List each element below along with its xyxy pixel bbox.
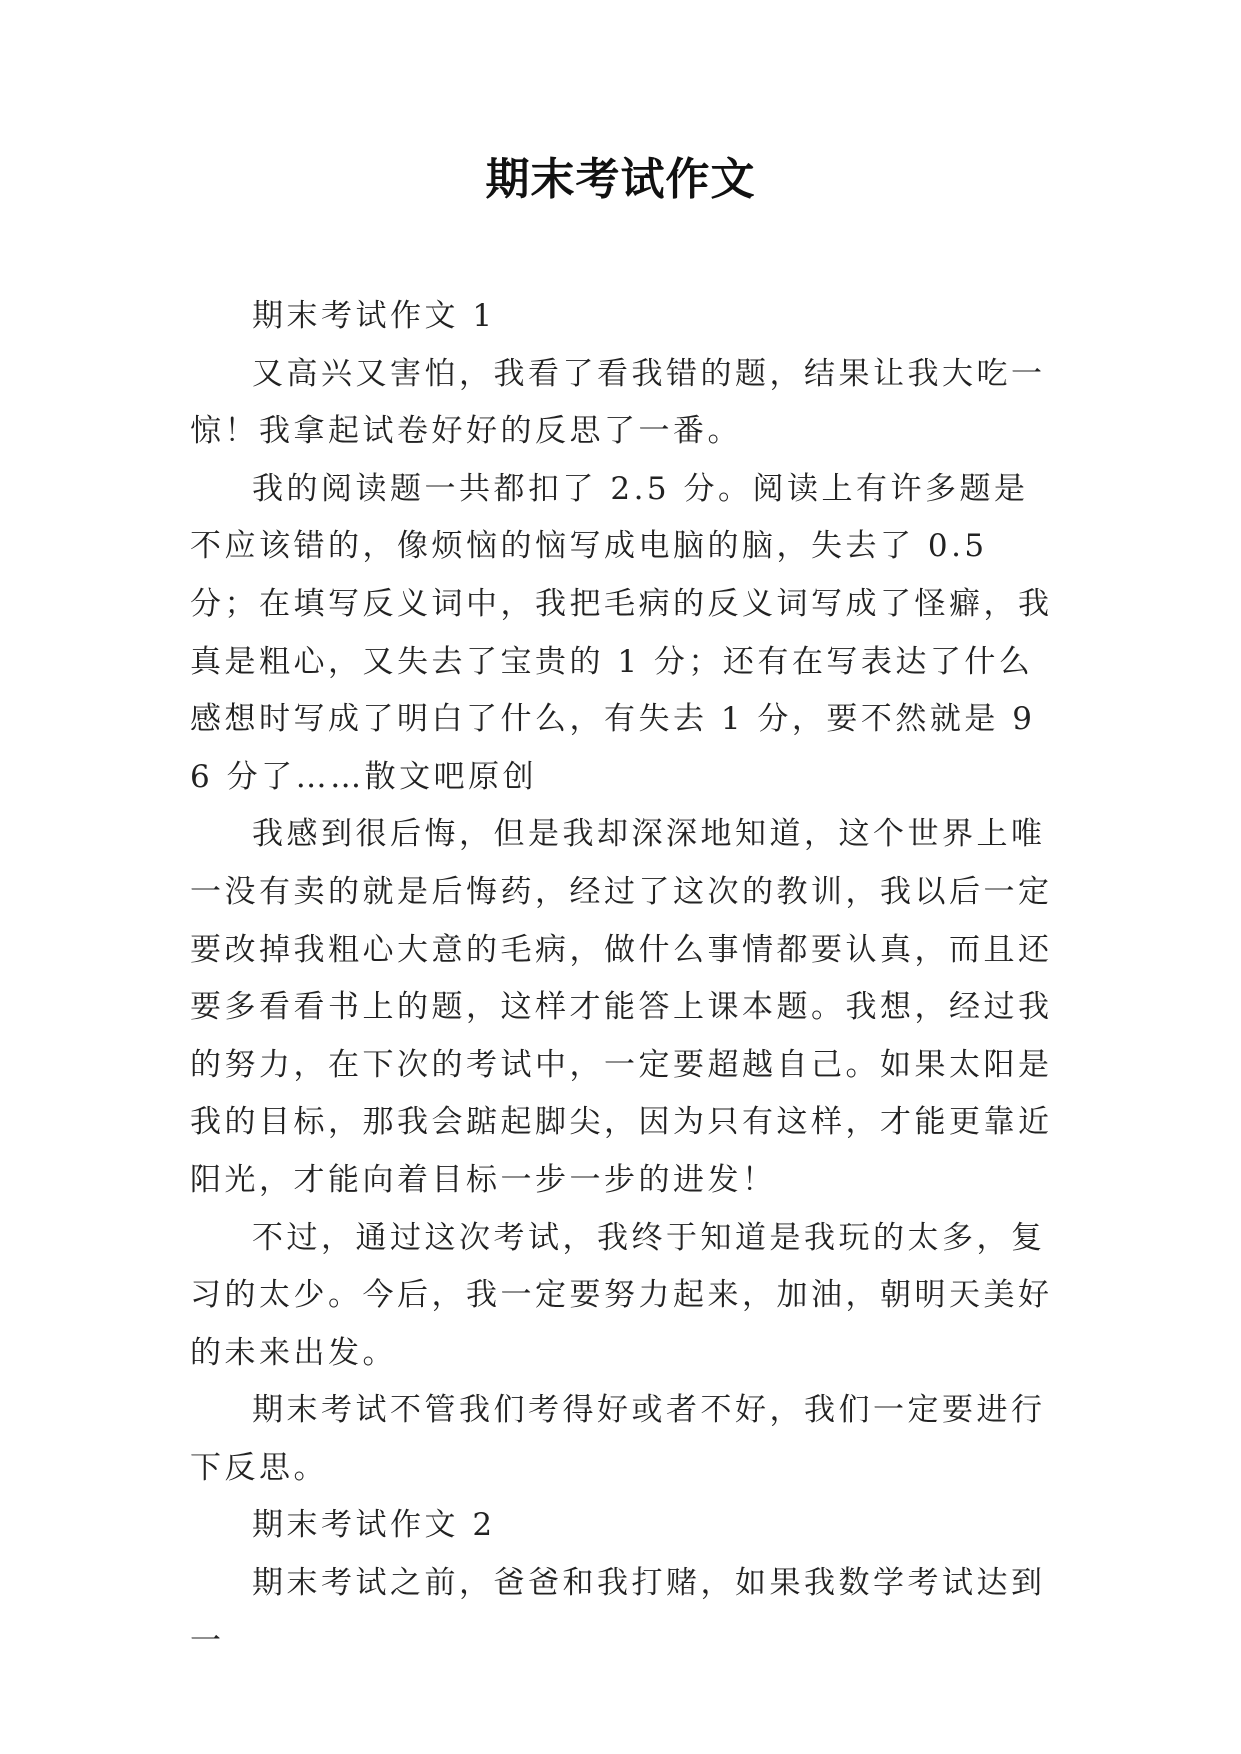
essay-heading-1: 期末考试作文 1 <box>252 298 496 334</box>
paragraph: 我感到很后悔，但是我却深深地知道，这个世界上唯一没有卖的就是后悔药，经过了这次的教训，我以后一定要改掉我粗心大意的毛病，做什么事情都要认真，而且还要多看看书上的题，这样才能答上课本题。我想，经过我的努力，在下次的考试中，一定要超越自己。如果太阳是我的目标，那我会踮起脚尖，因为只有这样，才能更靠近阳光，才能向着目标一步一步的进发！ <box>190 816 1053 1198</box>
document-title: 期末考试作文 <box>485 154 756 205</box>
paragraph: 不过，通过这次考试，我终于知道是我玩的太多，复习的太少。今后，我一定要努力起来，加油，朝明天美好的未来出发。 <box>190 1219 1053 1371</box>
paragraph: 期末考试之前，爸爸和我打赌，如果我数学考试达到一 <box>190 1565 1046 1659</box>
essay-heading-2: 期末考试作文 2 <box>252 1507 496 1544</box>
paragraph: 期末考试不管我们考得好或者不好，我们一定要进行下反思。 <box>190 1392 1046 1486</box>
paragraph: 又高兴又害怕，我看了看我错的题，结果让我大吃一惊！我拿起试卷好好的反思了一番。 <box>190 355 1046 450</box>
paragraph: 我的阅读题一共都扣了 2.5 分。阅读上有许多题是不应该错的，像烦恼的恼写成电脑的脑，失去了 0.5 分；在填写反义词中，我把毛病的反义词写成了怪癖，我真是粗心，又失去了宝贵的 1 分；还有在写表达了什么感想时写成了明白了什么，有失去 1 分，要不然就是 96 分了……散文吧原创 <box>190 470 1053 795</box>
document-body <box>190 288 1054 1670</box>
